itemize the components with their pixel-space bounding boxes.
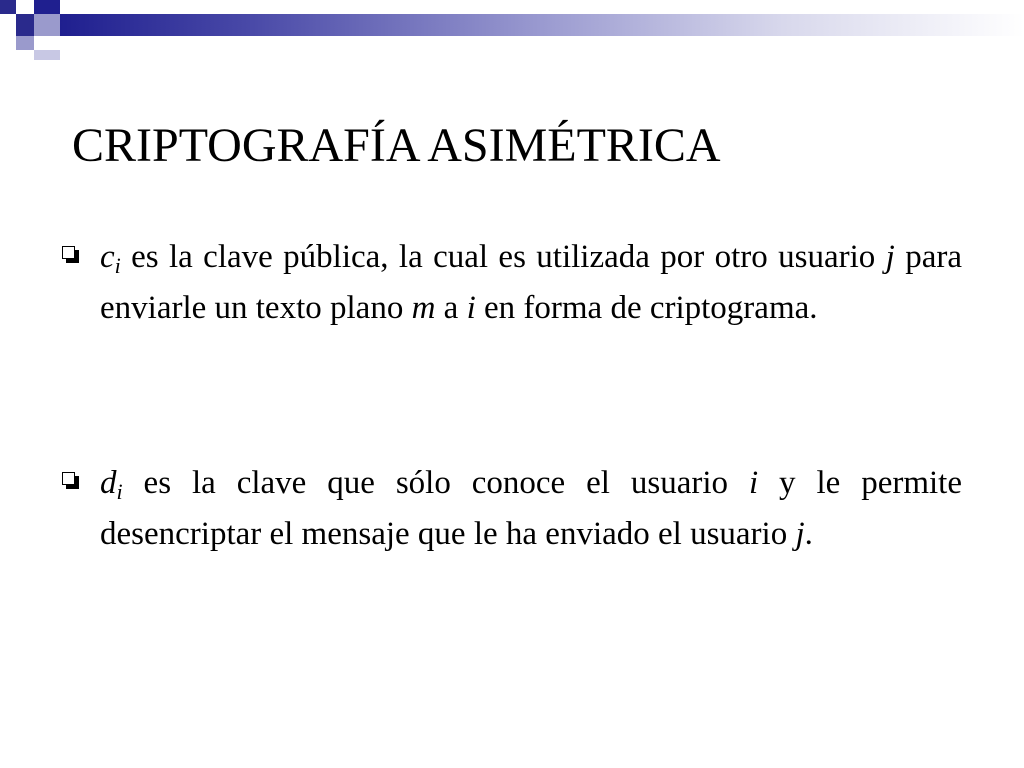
header-square [34, 50, 60, 60]
var-i: i [748, 465, 759, 501]
bullet-text: en forma de criptograma. [475, 290, 818, 326]
var-i: i [466, 290, 476, 326]
bullet-text: es la clave pública, la cual es utilizada por otro usuario [120, 239, 886, 275]
bullet-public-key [100, 232, 962, 334]
header-square [34, 14, 60, 36]
bullet-text: a [435, 290, 467, 326]
header-square [16, 0, 34, 14]
var-d: d [100, 465, 117, 501]
checkbox-bullet-icon [62, 472, 79, 489]
var-subscript: i [114, 253, 121, 278]
var-j: j [885, 239, 895, 275]
bullet-text: para enviarle un texto plano [100, 239, 962, 326]
bullet-private-key [100, 458, 962, 560]
header-square [0, 14, 16, 36]
var-c: c [100, 239, 115, 275]
bullet-text: es la clave que sólo conoce el usuario [122, 465, 749, 501]
header-square [16, 14, 34, 36]
bullet-text: . [804, 516, 813, 552]
header-square [34, 0, 60, 14]
bullet-text: y le permite desencriptar el mensaje que le ha enviado el usuario [100, 465, 962, 552]
header-square [34, 36, 60, 50]
header-gradient-bar [60, 14, 1024, 36]
header-square [16, 36, 34, 50]
header-square [0, 0, 16, 14]
var-j: j [795, 516, 805, 552]
slide-title: CRIPTOGRAFÍA ASIMÉTRICA [72, 119, 721, 172]
checkbox-bullet-icon [62, 246, 79, 263]
var-m: m [411, 290, 436, 326]
var-subscript: i [116, 479, 123, 504]
